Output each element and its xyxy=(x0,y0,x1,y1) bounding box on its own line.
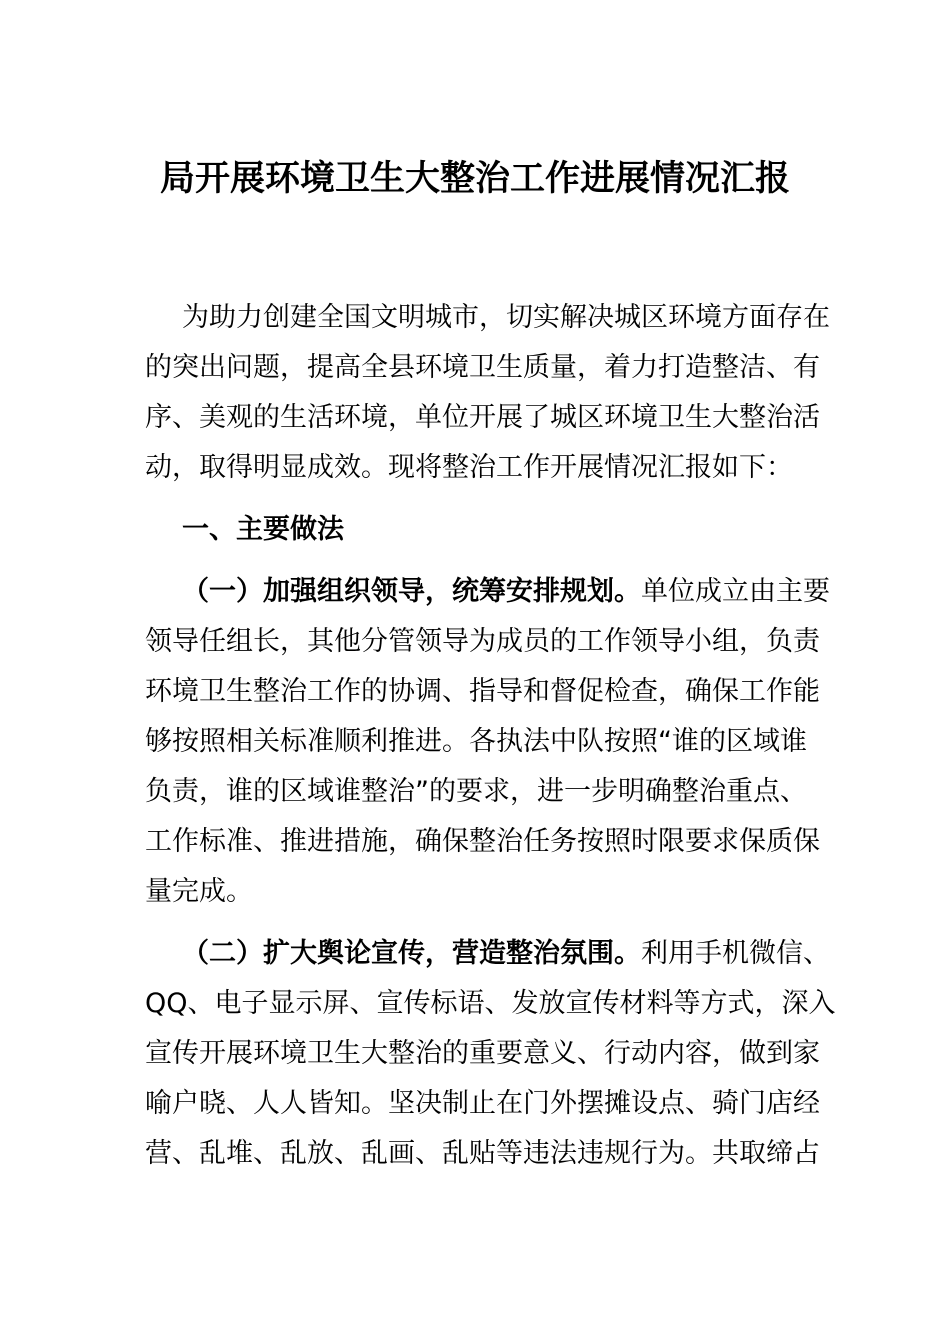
item2-heading: （二）扩大舆论宣传，营造整治氛围。 xyxy=(182,938,641,969)
document-title: 局开展环境卫生大整治工作进展情况汇报 xyxy=(159,159,790,199)
item1-line: 量完成。 xyxy=(145,876,253,907)
intro-line: 动，取得明显成效。现将整治工作开展情况汇报如下： xyxy=(145,452,793,483)
item1-line: 负责，谁的区域谁整治”的要求，进一步明确整治重点、 xyxy=(145,776,807,807)
item1-line: 领导任组长，其他分管领导为成员的工作领导小组，负责 xyxy=(145,626,820,657)
section-heading: 一、主要做法 xyxy=(182,514,344,545)
item2-first-line-rest: 利用手机微信、 xyxy=(641,938,830,969)
item2-first-line xyxy=(182,934,830,974)
item1-line: 工作标准、推进措施，确保整治任务按照时限要求保质保 xyxy=(145,826,820,857)
intro-line: 为助力创建全国文明城市，切实解决城区环境方面存在 xyxy=(182,302,830,333)
item1-line: 环境卫生整治工作的协调、指导和督促检查，确保工作能 xyxy=(145,676,820,707)
intro-line: 的突出问题，提高全县环境卫生质量，着力打造整洁、有 xyxy=(145,352,820,383)
item1-first-line xyxy=(182,572,830,612)
item2-line: 宣传开展环境卫生大整治的重要意义、行动内容，做到家 xyxy=(145,1038,820,1069)
item1-first-line-rest: 单位成立由主要 xyxy=(641,576,830,607)
intro-line: 序、美观的生活环境，单位开展了城区环境卫生大整治活 xyxy=(145,402,820,433)
item1-line: 够按照相关标准顺利推进。各执法中队按照“谁的区域谁 xyxy=(145,726,807,757)
item1-heading: （一）加强组织领导，统筹安排规划。 xyxy=(182,576,641,607)
item2-line: 喻户晓、人人皆知。坚决制止在门外摆摊设点、骑门店经 xyxy=(145,1088,820,1119)
item2-line: QQ、电子显示屏、宣传标语、发放宣传材料等方式，深入 xyxy=(145,988,836,1019)
item2-line: 营、乱堆、乱放、乱画、乱贴等违法违规行为。共取缔占 xyxy=(145,1138,820,1169)
